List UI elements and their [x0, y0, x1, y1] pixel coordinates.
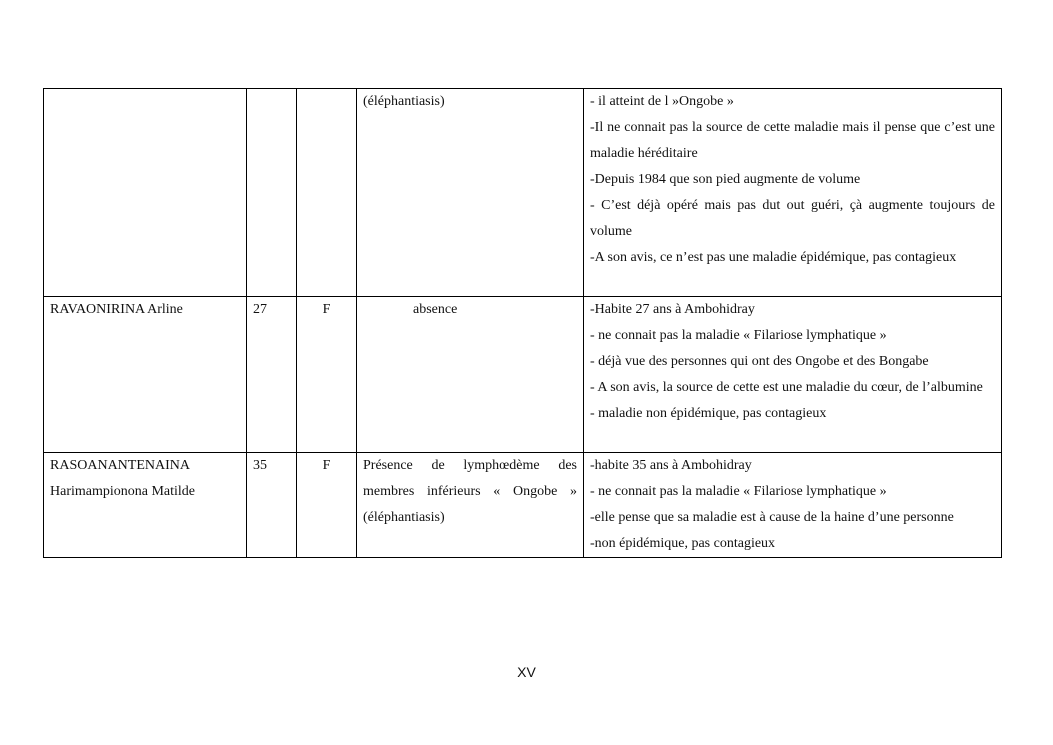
symptom-cell — [357, 453, 584, 558]
page-number: XV — [517, 664, 536, 680]
observation-line: - déjà vue des personnes qui ont des Ongobe et des Bongabe — [590, 354, 929, 369]
table-row — [44, 453, 1002, 558]
name-cell — [44, 297, 247, 453]
age-cell: 35 — [247, 453, 297, 558]
table-row — [44, 89, 1002, 297]
table-row — [44, 297, 1002, 453]
observation-line: - maladie non épidémique, pas contagieux — [590, 406, 827, 421]
observations-cell — [584, 453, 1002, 558]
observation-line: -habite 35 ans à Ambohidray — [590, 458, 752, 473]
observation-line: - ne connait pas la maladie « Filariose lymphatique » — [590, 484, 887, 499]
symptom-cell — [357, 297, 584, 453]
name-cell — [44, 453, 247, 558]
patient-name: Harimampionona Matilde — [50, 484, 196, 499]
symptom-text: absence — [413, 302, 458, 317]
symptom-cell — [357, 89, 584, 297]
observation-line: -non épidémique, pas contagieux — [590, 536, 776, 551]
sex-cell — [297, 89, 357, 297]
observation-line: - il atteint de l »Ongobe » — [590, 94, 734, 109]
age-cell — [247, 89, 297, 297]
observation-line: - C’est déjà opéré mais pas dut out guéri, çà augmente toujours de volume — [590, 198, 995, 239]
observations-cell — [584, 297, 1002, 453]
observation-line: -Depuis 1984 que son pied augmente de volume — [590, 172, 861, 187]
patient-name: RAVAONIRINA Arline — [50, 302, 183, 317]
observation-line: - ne connait pas la maladie « Filariose lymphatique » — [590, 328, 887, 343]
name-cell — [44, 89, 247, 297]
sex-cell: F — [297, 297, 357, 453]
observation-line: -Il ne connait pas la source de cette maladie mais il pense que c’est une maladie héréditaire — [590, 120, 995, 161]
observation-line: -Habite 27 ans à Ambohidray — [590, 302, 755, 317]
survey-table — [43, 88, 1002, 558]
observations-cell — [584, 89, 1002, 297]
observation-line: - A son avis, la source de cette est une maladie du cœur, de l’albumine — [590, 380, 983, 395]
patient-name: RASOANANTENAINA — [50, 458, 190, 473]
observation-line: -elle pense que sa maladie est à cause de la haine d’une personne — [590, 510, 954, 525]
sex-cell: F — [297, 453, 357, 558]
symptom-text: (éléphantiasis) — [363, 94, 445, 109]
symptom-text: Présence de lymphœdème des membres inférieurs « Ongobe » (éléphantiasis) — [363, 458, 577, 525]
observation-line: -A son avis, ce n’est pas une maladie épidémique, pas contagieux — [590, 250, 957, 265]
age-cell: 27 — [247, 297, 297, 453]
